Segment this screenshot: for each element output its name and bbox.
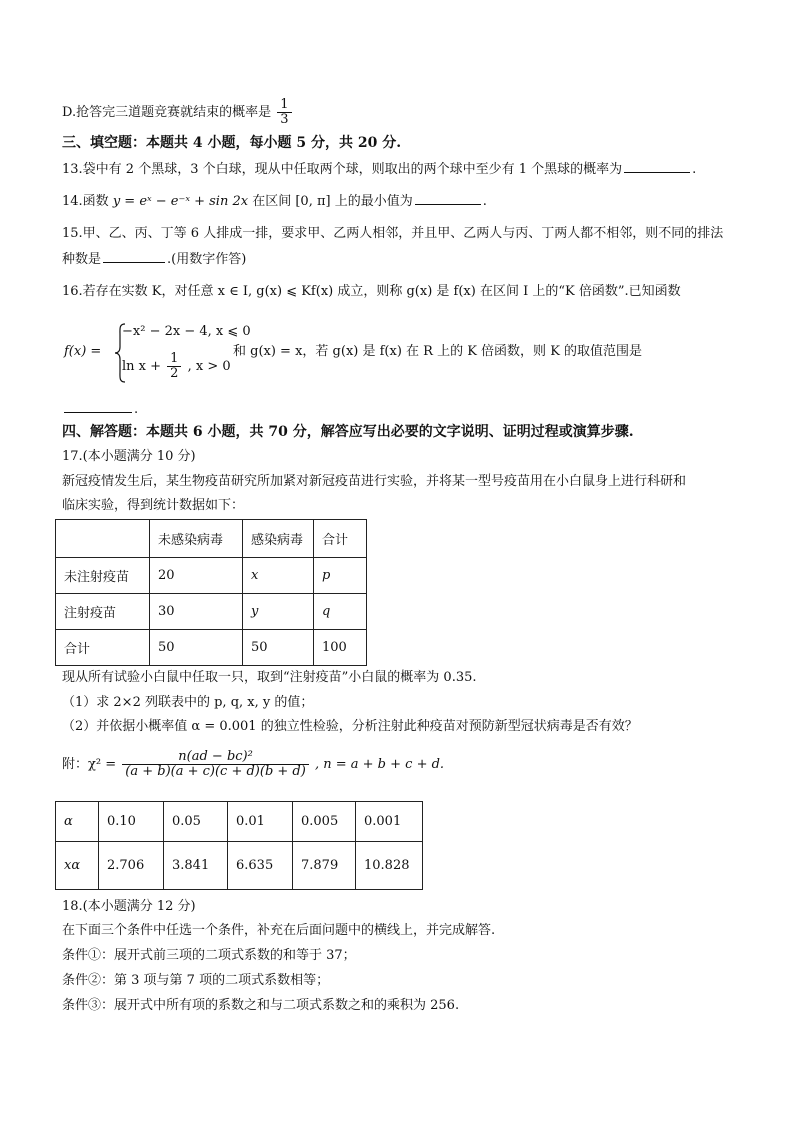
- q16-tail: 和 g(x) = x，若 g(x) 是 f(x) 在 R 上的 K 倍函数，则 K 的取值范围是: [233, 344, 643, 359]
- table-cell: q: [314, 594, 367, 630]
- table-cell: 3.841: [164, 842, 228, 890]
- critical-value-table: [55, 801, 423, 890]
- q15-line2-pre: 种数是: [62, 252, 102, 267]
- table-cell: 10.828: [356, 842, 423, 890]
- q17-line2: 临床实验，得到统计数据如下：: [62, 498, 245, 513]
- question-13: [62, 158, 696, 180]
- question-14: [62, 190, 487, 212]
- q16-end: .: [134, 402, 139, 417]
- table-cell: 注射疫苗: [56, 594, 150, 630]
- table-cell: y: [243, 594, 314, 630]
- q18-line1: 在下面三个条件中任选一个条件，补充在后面问题中的横线上，并完成解答.: [62, 923, 496, 938]
- q14-end: .: [482, 194, 487, 209]
- answer-blank: [103, 248, 165, 263]
- q15-line2-post: .(用数字作答): [167, 252, 247, 267]
- table-row: [56, 842, 423, 890]
- table-cell: 100: [314, 630, 367, 666]
- table-cell: 0.05: [164, 802, 228, 842]
- table-cell: 未感染病毒: [150, 520, 243, 558]
- q14-pre: 14.函数: [62, 194, 109, 209]
- q16-case2-post: , x > 0: [187, 359, 231, 374]
- question-16-blank-line: [62, 398, 138, 420]
- table-cell: 30: [150, 594, 243, 630]
- fraction-denominator: 3: [280, 112, 289, 127]
- table-cell: 0.01: [228, 802, 293, 842]
- table-row: [56, 630, 367, 666]
- table-cell: 0.10: [99, 802, 164, 842]
- q17-part2: （2）并依据小概率值 α = 0.001 的独立性检验，分析注射此种疫苗对预防新型冠状病毒是否有效？: [62, 719, 638, 734]
- table-cell: 感染病毒: [243, 520, 314, 558]
- table-cell: 0.005: [293, 802, 356, 842]
- contingency-table: [55, 519, 367, 666]
- q18-cond1: 条件①：展开式前三项的二项式系数的和等于 37；: [62, 948, 356, 963]
- question-15-line2: [62, 248, 246, 270]
- table-cell: 50: [150, 630, 243, 666]
- answer-blank: [415, 190, 481, 205]
- q13-text: 13.袋中有 2 个黑球，3 个白球，现从中任取两个球，则取出的两个球中至少有 1 个黑球的概率为: [62, 162, 623, 177]
- q14-mid: 在区间: [252, 194, 292, 209]
- formula-pre: 附：χ² =: [62, 757, 117, 772]
- q16-case2-pre: ln x +: [122, 359, 162, 374]
- table-cell: 未注射疫苗: [56, 558, 150, 594]
- section4-heading: 四、解答题：本题共 6 小题，共 70 分，解答应写出必要的文字说明、证明过程或演算步骤.: [62, 424, 634, 440]
- q17-part1: （1）求 2×2 列联表中的 p, q, x, y 的值；: [62, 695, 314, 710]
- table-cell: 0.001: [356, 802, 423, 842]
- answer-blank: [64, 398, 132, 413]
- table-header-row: [56, 520, 367, 558]
- q16-case2: [122, 352, 231, 381]
- table-cell: 20: [150, 558, 243, 594]
- formula-post: , n = a + b + c + d.: [314, 757, 445, 772]
- section3-heading: 三、填空题：本题共 4 小题，每小题 5 分，共 20 分.: [62, 135, 402, 151]
- table-cell: xα: [56, 842, 99, 890]
- q17-line1: 新冠疫情发生后，某生物疫苗研究所加紧对新冠疫苗进行实验，并将某一型号疫苗用在小白鼠身上进行科研和: [62, 474, 687, 489]
- option-d-text: D.抢答完三道题竞赛就结束的概率是: [62, 105, 272, 120]
- q18-cond2: 条件②：第 3 项与第 7 项的二项式系数相等；: [62, 973, 330, 988]
- option-d-fraction: [277, 98, 291, 127]
- q18-cond3: 条件③：展开式中所有项的系数之和与二项式系数之和的乘积为 256.: [62, 998, 460, 1013]
- q17-header: 17.(本小题满分 10 分): [62, 449, 196, 464]
- fraction-denominator: (a + b)(a + c)(c + d)(b + d): [125, 764, 306, 779]
- fraction-numerator: 1: [167, 352, 181, 367]
- q16-case2-fraction: [167, 352, 181, 381]
- fraction-numerator: 1: [277, 98, 291, 113]
- table-cell: 2.706: [99, 842, 164, 890]
- table-cell: 合计: [56, 630, 150, 666]
- fraction-numerator: n(ad − bc)²: [122, 750, 309, 765]
- formula-fraction: [122, 750, 309, 779]
- option-d: [62, 98, 294, 127]
- q14-formula: y = eˣ − e⁻ˣ + sin 2x: [112, 194, 249, 209]
- q13-end: .: [692, 162, 697, 177]
- q14-interval: [0, π]: [295, 194, 331, 209]
- fraction-denominator: 2: [170, 366, 179, 381]
- answer-blank: [624, 158, 690, 173]
- table-cell: 7.879: [293, 842, 356, 890]
- table-cell: 合计: [314, 520, 367, 558]
- table-cell: [56, 520, 150, 558]
- table-cell: x: [243, 558, 314, 594]
- chi-square-formula: [62, 750, 444, 779]
- q16-fx-label: f(x) =: [64, 344, 102, 359]
- table-row: [56, 594, 367, 630]
- question-15-line1: 15.甲、乙、丙、丁等 6 人排成一排，要求甲、乙两人相邻，并且甲、乙两人与丙、丁两人都不相邻，则不同的排法: [62, 226, 724, 241]
- table-cell: 50: [243, 630, 314, 666]
- q16-case1: −x² − 2x − 4, x ⩽ 0: [122, 324, 251, 339]
- table-row: [56, 558, 367, 594]
- q17-after-table: 现从所有试验小白鼠中任取一只，取到“注射疫苗”小白鼠的概率为 0.35.: [62, 670, 477, 685]
- table-row: [56, 802, 423, 842]
- q18-header: 18.(本小题满分 12 分): [62, 899, 196, 914]
- table-cell: p: [314, 558, 367, 594]
- q14-post: 上的最小值为: [334, 194, 413, 209]
- table-cell: 6.635: [228, 842, 293, 890]
- question-16-line1: 16.若存在实数 K，对任意 x ∈ I, g(x) ⩽ Kf(x) 成立，则称 g(x) 是 f(x) 在区间 I 上的“K 倍函数”.已知函数: [62, 284, 681, 299]
- table-cell: α: [56, 802, 99, 842]
